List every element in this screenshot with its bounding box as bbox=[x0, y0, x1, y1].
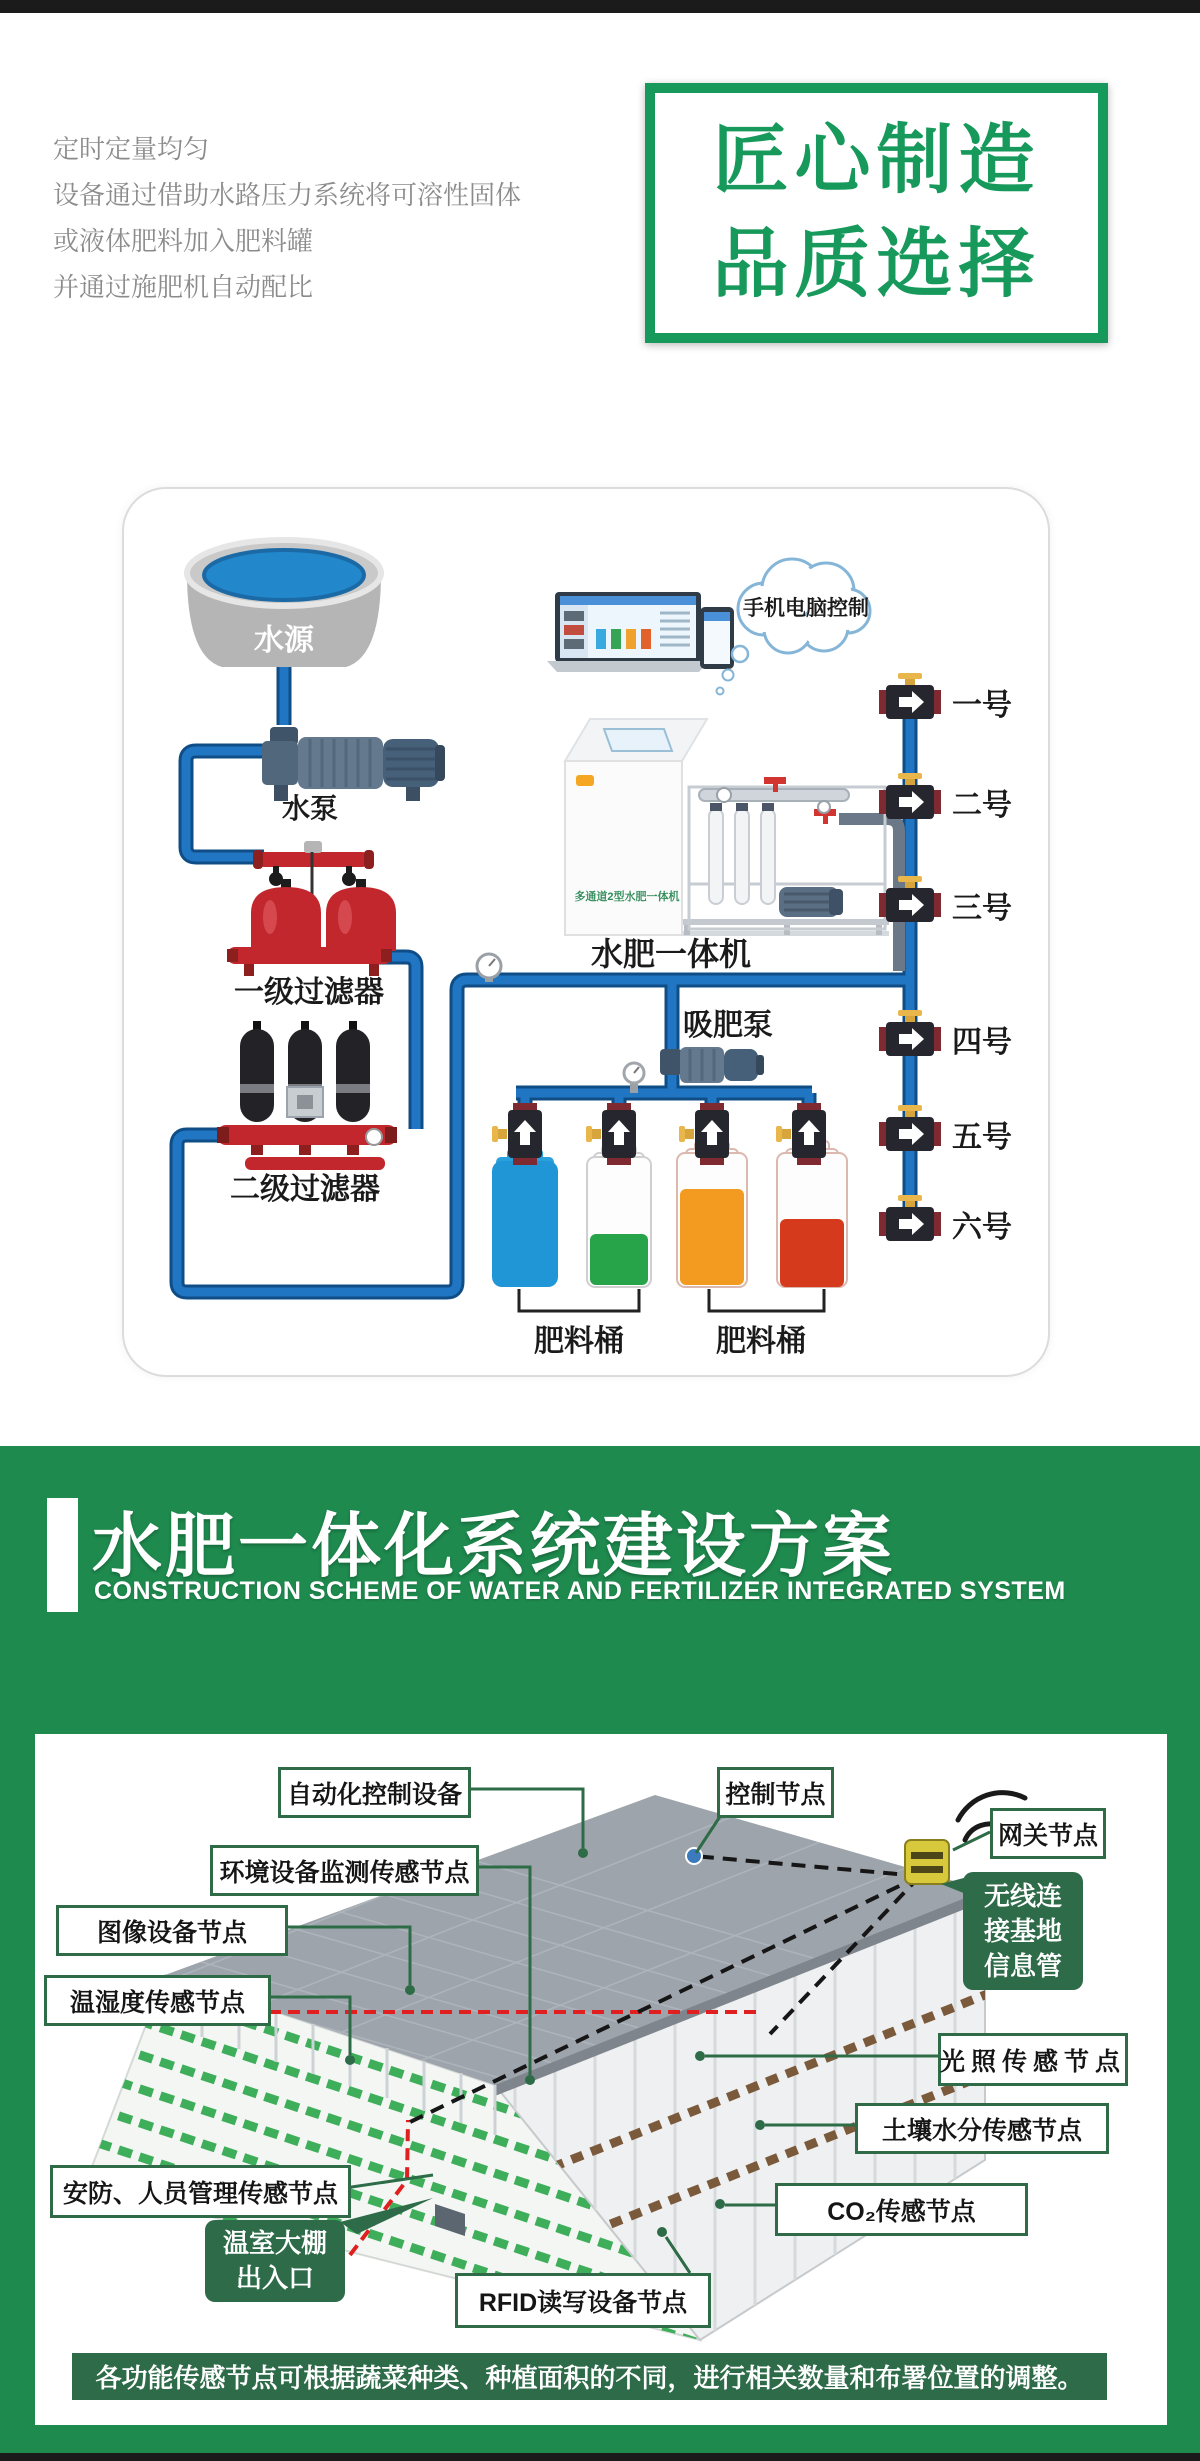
intro-line: 并通过施肥机自动配比 bbox=[53, 272, 314, 302]
bottom-bar bbox=[0, 2453, 1200, 2461]
laptop-monitor bbox=[547, 592, 734, 672]
valve-label-3: 三号 bbox=[952, 892, 1012, 925]
node-light: 光照传感节点 bbox=[938, 2033, 1128, 2086]
barrel-label-1: 肥料桶 bbox=[534, 1325, 624, 1358]
intro-line: 设备通过借助水路压力系统将可溶性固体 bbox=[53, 180, 522, 210]
solution-subtitle: CONSTRUCTION SCHEME OF WATER AND FERTILIZER INTEGRATED SYSTEM bbox=[94, 1577, 1066, 1605]
quality-slogan-line1: 匠心制造 bbox=[712, 118, 1041, 203]
node-auto-control: 自动化控制设备 bbox=[278, 1767, 471, 1818]
wireless-line2: 接基地 bbox=[983, 1915, 1062, 1946]
control-node-dot bbox=[686, 1848, 702, 1864]
node-image: 图像设备节点 bbox=[56, 1905, 288, 1956]
node-security: 安防、人员管理传感节点 bbox=[50, 2165, 351, 2218]
node-env-monitor: 环境设备监测传感节点 bbox=[210, 1845, 479, 1896]
secondary-filter bbox=[217, 1021, 397, 1170]
secondary-filter-label: 二级过滤器 bbox=[230, 1173, 380, 1206]
barrel-label-2: 肥料桶 bbox=[716, 1325, 806, 1358]
zone-valve-6 bbox=[879, 1195, 941, 1241]
water-source-label: 水源 bbox=[254, 624, 314, 657]
node-rfid: RFID读写设备节点 bbox=[455, 2273, 711, 2328]
solution-title: 水肥一体化系统建设方案 bbox=[92, 1507, 895, 1585]
valve-label-6: 六号 bbox=[952, 1211, 1012, 1244]
node-gateway: 网关节点 bbox=[990, 1808, 1106, 1859]
quality-slogan-line2: 品质选择 bbox=[712, 222, 1041, 307]
valve-label-2: 二号 bbox=[952, 789, 1012, 822]
primary-filter-label: 一级过滤器 bbox=[234, 976, 384, 1009]
quality-slogan-box bbox=[645, 83, 1108, 343]
fertilizer-barrels bbox=[492, 1141, 847, 1311]
greenhouse-card bbox=[35, 1734, 1167, 2425]
valve-label-4: 四号 bbox=[952, 1026, 1012, 1059]
node-greenhouse-door bbox=[205, 2220, 345, 2302]
top-bar bbox=[0, 0, 1200, 13]
valve-label-5: 五号 bbox=[952, 1121, 1012, 1154]
zone-valve-2 bbox=[879, 773, 941, 819]
title-accent-bar bbox=[47, 1498, 78, 1612]
solution-section bbox=[0, 1446, 1200, 2453]
barrel-valve bbox=[492, 1103, 542, 1165]
water-pump-label: 水泵 bbox=[281, 793, 339, 824]
cloud-label: 手机电脑控制 bbox=[743, 597, 869, 620]
machine-label: 水肥一体机 bbox=[590, 936, 752, 972]
node-co2: CO₂传感节点 bbox=[775, 2183, 1028, 2236]
door-line1: 温室大棚 bbox=[222, 2228, 327, 2258]
intro-line: 定时定量均匀 bbox=[53, 134, 210, 164]
cloud-bubble bbox=[717, 559, 871, 695]
door-line2: 出入口 bbox=[235, 2263, 314, 2293]
zone-valve-1 bbox=[879, 673, 941, 719]
wireless-line1: 无线连 bbox=[983, 1880, 1062, 1911]
suction-pump-label: 吸肥泵 bbox=[683, 1009, 773, 1042]
zone-valve-5 bbox=[879, 1105, 941, 1151]
system-diagram-card bbox=[122, 487, 1050, 1377]
node-soil: 土壤水分传感节点 bbox=[855, 2103, 1109, 2154]
zone-valve-3 bbox=[879, 876, 941, 922]
intro-text-block bbox=[53, 126, 521, 310]
zone-valve-4 bbox=[879, 1010, 941, 1056]
node-temp-humidity: 温湿度传感节点 bbox=[44, 1975, 271, 2026]
machine-front-text: 多通道2型水肥一体机 bbox=[574, 891, 680, 903]
intro-line: 或液体肥料加入肥料罐 bbox=[53, 226, 314, 256]
valve-label-1: 一号 bbox=[952, 689, 1012, 722]
adjustment-note-bar: 各功能传感节点可根据蔬菜种类、种植面积的不同，进行相关数量和布署位置的调整。 bbox=[72, 2353, 1107, 2400]
node-control: 控制节点 bbox=[717, 1767, 834, 1818]
wireless-line3: 信息管 bbox=[983, 1950, 1062, 1981]
node-wireless-base bbox=[963, 1872, 1083, 1990]
